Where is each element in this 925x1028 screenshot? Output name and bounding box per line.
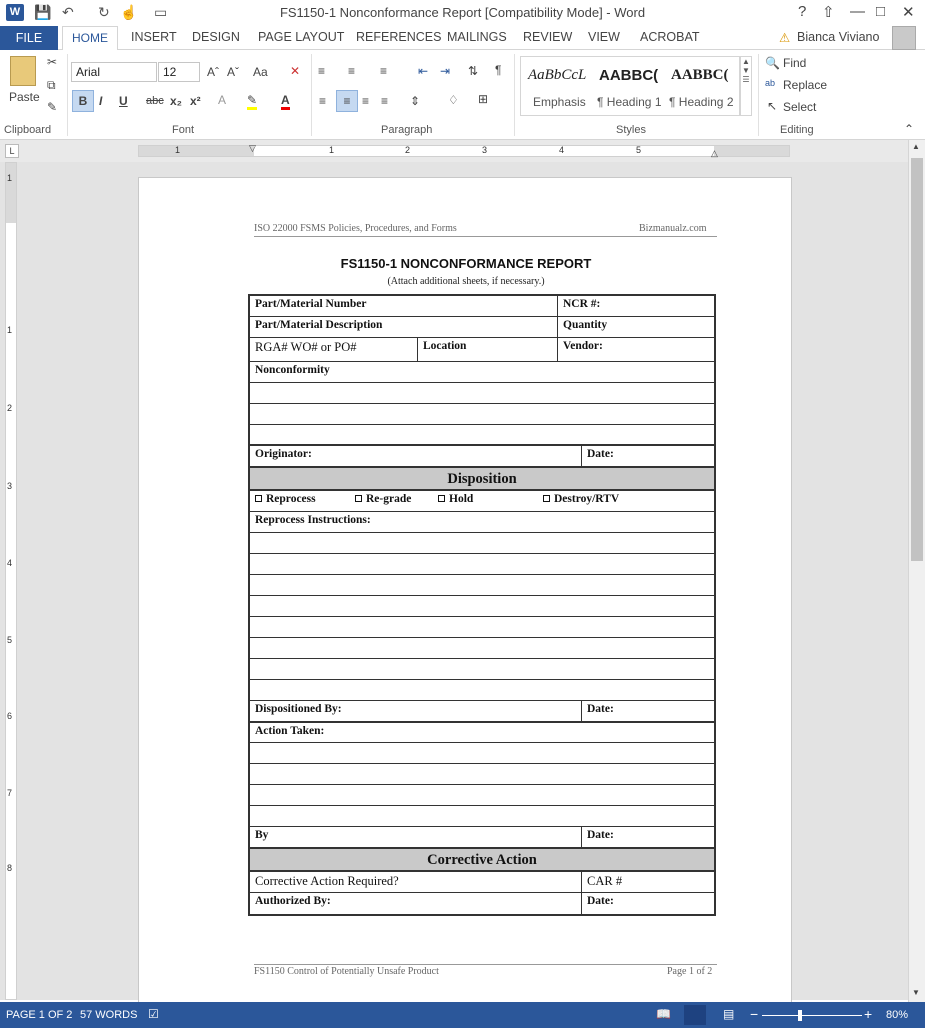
date-label: Date: — [581, 827, 619, 847]
checkbox-icon[interactable] — [355, 495, 362, 502]
table-row — [250, 338, 714, 362]
part-number-label: Part/Material Number — [255, 298, 367, 310]
change-case-button[interactable]: Aa — [253, 65, 268, 79]
table-row[interactable] — [250, 596, 714, 617]
option-regrade[interactable]: Re-grade — [350, 491, 416, 511]
header-left: ISO 22000 FSMS Policies, Procedures, and Forms — [254, 223, 457, 234]
nonconformity-label: Nonconformity — [255, 364, 330, 376]
tab-page-layout[interactable]: PAGE LAYOUT — [258, 30, 345, 44]
web-layout-icon[interactable]: ▤ — [723, 1007, 735, 1021]
select-icon: ↖ — [767, 99, 778, 113]
ribbon-tabs — [0, 26, 925, 50]
document-page[interactable] — [138, 177, 792, 1017]
table-row[interactable] — [250, 617, 714, 638]
clear-formatting-icon[interactable]: ✕ — [290, 64, 301, 78]
underline-button[interactable]: U — [119, 94, 128, 108]
table-row — [250, 491, 714, 512]
touch-mode-icon[interactable]: ☝ — [120, 4, 138, 20]
vertical-scrollbar[interactable] — [908, 140, 925, 1002]
find-button[interactable]: Find — [783, 56, 807, 70]
word-count[interactable]: 57 WORDS — [80, 1009, 138, 1021]
option-hold[interactable]: Hold — [433, 491, 478, 511]
shrink-font-icon[interactable]: Aˇ — [227, 65, 239, 79]
strikethrough-button[interactable]: abc — [146, 95, 164, 107]
save-icon[interactable]: 💾 — [34, 4, 52, 20]
table-row[interactable] — [250, 743, 714, 764]
scroll-up-icon[interactable]: ▲ — [912, 142, 920, 151]
borders-icon[interactable]: ⊞ — [478, 92, 489, 106]
action-taken-label: Action Taken: — [255, 725, 325, 737]
bullets-icon[interactable]: ≡ — [318, 64, 326, 78]
table-row — [250, 446, 714, 467]
ribbon-display-icon[interactable]: ⇧ — [822, 4, 835, 21]
format-painter-icon[interactable]: ✎ — [47, 100, 58, 114]
table-row[interactable] — [250, 533, 714, 554]
grow-font-icon[interactable]: Aˆ — [207, 65, 219, 79]
tab-selector-icon[interactable]: L — [5, 144, 19, 158]
redo-icon[interactable]: ↻ — [98, 4, 110, 20]
tab-mailings[interactable]: MAILINGS — [447, 30, 507, 44]
paste-icon[interactable] — [10, 56, 36, 86]
close-icon[interactable]: ✕ — [902, 4, 915, 21]
maximize-icon[interactable]: □ — [876, 3, 886, 20]
table-row[interactable] — [250, 425, 714, 446]
footer-right: Page 1 of 2 — [667, 966, 713, 977]
checkbox-icon[interactable] — [438, 495, 445, 502]
table-row — [250, 317, 714, 338]
document-title: FS1150-1 NONCONFORMANCE REPORT — [340, 256, 592, 271]
decrease-indent-icon[interactable]: ⇤ — [418, 64, 429, 78]
numbering-icon[interactable]: ≡ — [348, 64, 356, 78]
word-logo-icon[interactable]: W — [6, 4, 24, 21]
table-row[interactable] — [250, 659, 714, 680]
right-indent-marker-icon[interactable]: △ — [711, 148, 718, 158]
table-row[interactable] — [250, 554, 714, 575]
undo-icon[interactable]: ↶ — [62, 4, 74, 20]
originator-label: Originator: — [255, 448, 312, 460]
read-mode-icon[interactable]: 📖 — [656, 1007, 671, 1021]
zoom-out-icon[interactable]: − — [750, 1006, 759, 1022]
minimize-icon[interactable]: — — [850, 3, 865, 20]
proofing-icon[interactable]: ☑ — [148, 1007, 159, 1021]
reprocess-instructions-label: Reprocess Instructions: — [255, 514, 371, 526]
location-label: Location — [417, 338, 471, 361]
document-subtitle: (Attach additional sheets, if necessary.) — [387, 276, 545, 287]
copy-icon[interactable]: ⧉ — [47, 78, 56, 92]
header-right: Bizmanualz.com — [639, 223, 707, 234]
table-row[interactable] — [250, 383, 714, 404]
window-title: FS1150-1 Nonconformance Report [Compatibility Mode] - Word — [279, 5, 646, 20]
scroll-thumb[interactable] — [911, 158, 923, 561]
table-row — [250, 872, 714, 893]
nonconformance-form — [248, 294, 716, 916]
sort-icon[interactable]: ⇅ — [468, 64, 479, 78]
find-icon: 🔍 — [765, 56, 780, 70]
by-label: By — [255, 829, 269, 841]
ribbon — [0, 50, 925, 140]
group-label-clipboard: Clipboard — [4, 124, 52, 136]
collapse-ribbon-icon[interactable]: ⌃ — [904, 122, 915, 136]
tab-acrobat[interactable]: ACROBAT — [640, 30, 700, 44]
italic-button[interactable]: I — [99, 94, 103, 108]
horizontal-ruler[interactable]: 1 1 2 3 4 5 ▽ △ — [138, 145, 790, 157]
scroll-down-icon[interactable]: ▼ — [912, 988, 920, 997]
section-corrective-action: Corrective Action — [250, 848, 714, 872]
tab-design[interactable]: DESIGN — [192, 30, 240, 44]
shading-icon[interactable]: ♢ — [448, 93, 459, 107]
table-row[interactable] — [250, 680, 714, 701]
styles-scroll-icon[interactable]: ▲ ▼ ☰ — [740, 56, 752, 116]
rga-label: RGA# WO# or PO# — [255, 340, 357, 354]
highlight-icon[interactable]: ✎ — [247, 93, 257, 110]
multilevel-list-icon[interactable]: ≡ — [380, 64, 388, 78]
tab-home[interactable]: HOME — [62, 26, 118, 51]
customize-qat-icon[interactable]: ▭ — [154, 4, 168, 20]
help-button[interactable]: ? — [798, 3, 807, 20]
zoom-level[interactable]: 80% — [886, 1009, 909, 1021]
option-reprocess[interactable]: Reprocess — [250, 491, 321, 511]
car-required-label: Corrective Action Required? — [255, 874, 399, 888]
table-row[interactable] — [250, 785, 714, 806]
group-label-styles: Styles — [616, 124, 646, 136]
group-label-editing: Editing — [780, 124, 814, 136]
quantity-label: Quantity — [557, 317, 612, 337]
superscript-button[interactable]: x² — [190, 94, 201, 108]
subscript-button[interactable]: x₂ — [170, 94, 183, 108]
table-row[interactable] — [250, 806, 714, 827]
table-row — [250, 362, 714, 383]
status-bar — [0, 1002, 925, 1028]
table-row[interactable] — [250, 404, 714, 425]
increase-indent-icon[interactable]: ⇥ — [440, 64, 451, 78]
table-row — [250, 722, 714, 743]
font-name-select[interactable]: Arial — [71, 62, 157, 82]
align-left-icon[interactable]: ≡ — [319, 94, 327, 108]
font-color-icon[interactable]: A — [281, 93, 290, 110]
authorized-by-label: Authorized By: — [255, 895, 331, 907]
table-row — [250, 701, 714, 722]
date-label: Date: — [581, 701, 619, 721]
page-count[interactable]: PAGE 1 OF 2 — [6, 1009, 73, 1021]
font-size-select[interactable]: 12 — [158, 62, 200, 82]
group-label-font: Font — [172, 124, 195, 136]
dispositioned-by-label: Dispositioned By: — [255, 703, 342, 715]
group-label-paragraph: Paragraph — [381, 124, 433, 136]
table-row — [250, 893, 714, 914]
styles-gallery: AaBbCcL Emphasis AABBC( ¶ Heading 1 AABBC( ¶ Heading 2 — [520, 56, 740, 116]
ncr-label: NCR #: — [557, 296, 605, 316]
replace-button[interactable]: Replace — [783, 78, 828, 92]
replace-icon: ab — [765, 78, 776, 88]
bold-button[interactable]: B — [72, 90, 94, 112]
line-spacing-icon[interactable]: ⇕ — [410, 94, 421, 108]
select-button[interactable]: Select — [783, 100, 817, 114]
tab-file[interactable]: FILE — [0, 26, 58, 50]
align-right-icon[interactable]: ≡ — [362, 94, 370, 108]
user-name[interactable]: Bianca Viviano — [797, 30, 880, 44]
vertical-ruler[interactable]: 1 1 2 3 4 5 6 7 8 — [5, 162, 17, 1000]
tab-review[interactable]: REVIEW — [523, 30, 573, 44]
table-row — [250, 296, 714, 317]
tab-insert[interactable]: INSERT — [131, 30, 177, 44]
table-row[interactable] — [250, 764, 714, 785]
text-effects-icon[interactable]: A — [218, 93, 227, 107]
align-center-icon[interactable]: ≡ — [336, 90, 358, 112]
justify-icon[interactable]: ≡ — [381, 94, 389, 108]
option-destroy-rtv[interactable]: Destroy/RTV — [538, 491, 624, 511]
table-row[interactable] — [250, 638, 714, 659]
date-label: Date: — [581, 446, 619, 466]
tab-references[interactable]: REFERENCES — [356, 30, 442, 44]
car-number-label: CAR # — [581, 872, 627, 892]
print-layout-icon[interactable] — [684, 1005, 706, 1025]
zoom-in-icon[interactable]: + — [864, 1006, 873, 1022]
part-description-label: Part/Material Description — [255, 319, 383, 331]
date-label: Date: — [581, 893, 619, 914]
cut-icon[interactable]: ✂ — [47, 55, 58, 69]
warning-icon: ⚠ — [779, 31, 791, 45]
checkbox-icon[interactable] — [255, 495, 262, 502]
tab-view[interactable]: VIEW — [588, 30, 620, 44]
checkbox-icon[interactable] — [543, 495, 550, 502]
section-disposition: Disposition — [250, 467, 714, 491]
paste-button[interactable]: Paste — [9, 90, 40, 104]
table-row — [250, 512, 714, 533]
table-row — [250, 827, 714, 848]
show-formatting-icon[interactable]: ¶ — [495, 63, 502, 77]
indent-marker-icon[interactable]: ▽ — [249, 143, 256, 153]
zoom-slider-thumb[interactable] — [798, 1010, 802, 1021]
vendor-label: Vendor: — [557, 338, 608, 361]
footer-left: FS1150 Control of Potentially Unsafe Product — [254, 966, 439, 977]
table-row[interactable] — [250, 575, 714, 596]
zoom-slider[interactable] — [762, 1015, 862, 1016]
title-bar — [0, 0, 925, 26]
avatar[interactable] — [892, 26, 916, 50]
